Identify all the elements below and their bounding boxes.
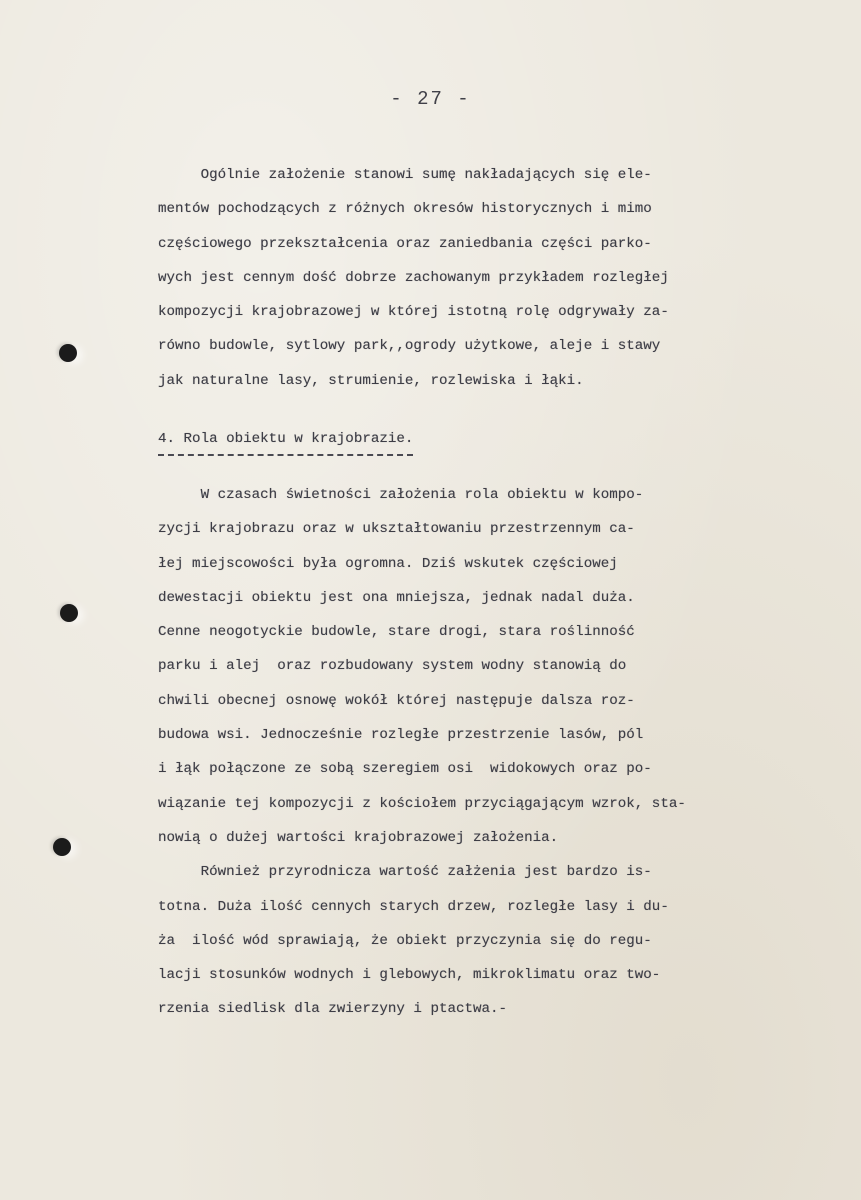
text-line: zycji krajobrazu oraz w ukształtowaniu przestrzennym ca- [158, 521, 635, 538]
text-line: lacji stosunków wodnych i glebowych, mikroklimatu oraz two- [158, 967, 661, 984]
text-line: dewestacji obiektu jest ona mniejsza, jednak nadal duża. [158, 589, 635, 606]
text-line: parku i alej oraz rozbudowany system wodny stanowią do [158, 658, 627, 675]
text-line: W czasach świetności założenia rola obiektu w kompo- [158, 487, 644, 503]
text-line: jak naturalne lasy, strumienie, rozlewiska i łąki. [158, 372, 584, 389]
text-line: mentów pochodzących z różnych okresów historycznych i mimo [158, 201, 652, 218]
text-line: częściowego przekształcenia oraz zaniedbania części parko- [158, 235, 652, 252]
punch-hole-middle [60, 604, 78, 622]
text-line: Ogólnie założenie stanowi sumę nakładających się ele- [158, 167, 652, 183]
text-line: budowa wsi. Jednocześnie rozległe przestrzenie lasów, pól [158, 727, 644, 744]
page-number: - 27 - [390, 88, 471, 110]
text-line: chwili obecnej osnowę wokół której następuje dalsza roz- [158, 692, 635, 709]
text-line: łej miejscowości była ogromna. Dziś wskutek częściowej [158, 555, 618, 572]
text-line: równo budowle, sytlowy park,,ogrody użytkowe, aleje i stawy [158, 338, 661, 355]
text-line: nowią o dużej wartości krajobrazowej założenia. [158, 829, 559, 846]
text-line: wiązanie tej kompozycji z kościołem przyciągającym wzrok, sta- [158, 795, 686, 812]
paragraph-landscape-role [158, 478, 686, 1027]
section-heading: 4. Rola obiektu w krajobrazie. [158, 424, 413, 456]
text-line: wych jest cennym dość dobrze zachowanym przykładem rozległej [158, 269, 669, 286]
text-line: ża ilość wód sprawiają, że obiekt przyczynia się do regu- [158, 932, 652, 949]
punch-hole-bottom [53, 838, 71, 856]
text-line: Również przyrodnicza wartość załżenia jest bardzo is- [158, 864, 652, 881]
text-line: rzenia siedlisk dla zwierzyny i ptactwa.- [158, 1001, 508, 1018]
text-line: kompozycji krajobrazowej w której istotną rolę odgrywały za- [158, 304, 669, 321]
text-line: i łąk połączone ze sobą szeregiem osi widokowych oraz po- [158, 761, 652, 778]
paragraph-overview [158, 158, 669, 398]
text-line: totna. Duża ilość cennych starych drzew, rozległe lasy i du- [158, 898, 669, 915]
text-line: Cenne neogotyckie budowle, stare drogi, stara roślinność [158, 624, 635, 641]
punch-hole-top [59, 344, 77, 362]
